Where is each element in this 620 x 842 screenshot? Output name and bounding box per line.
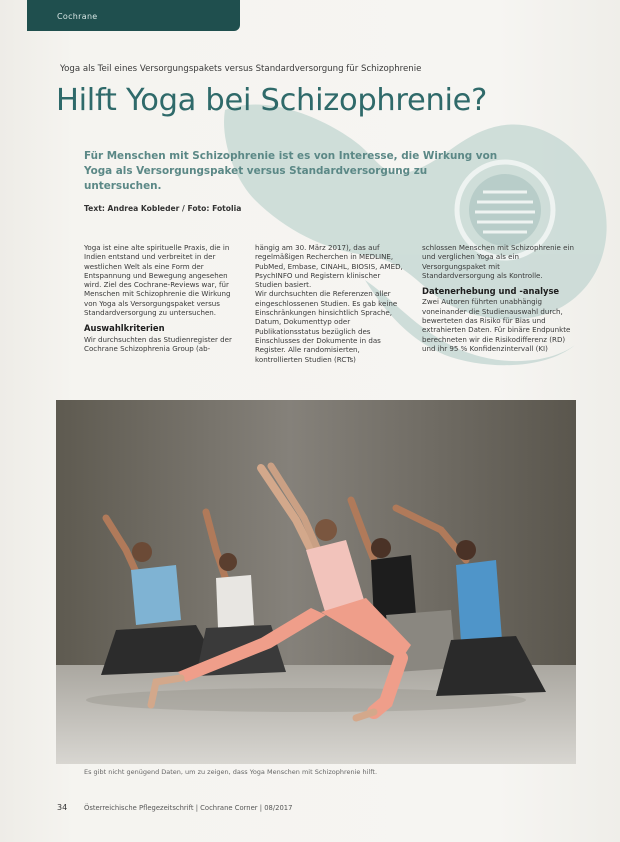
kicker-line: Yoga als Teil eines Versorgungspakets versus Standardversorgung für Schizophrenie xyxy=(60,64,422,74)
text-column-3 xyxy=(422,243,574,353)
subheading-datenerhebung: Datenerhebung und -analyse xyxy=(422,286,560,297)
section-tab xyxy=(27,0,240,31)
body-paragraph: Zwei Autoren führten unabhängig voneinander die Studienauswahl durch, bewerteten das Risiko für Bias und extrahierten Daten. Für binäre Endpunkte berechneten wir die Risikodifferenz (RD) und ihr 95 % Konfidenzintervall (KI) xyxy=(422,297,571,353)
author-credit: Text: Andrea Kobleder / Foto: Fotolia xyxy=(84,204,242,213)
body-paragraph: Wir durchsuchten das Studienregister der Cochrane Schizophrenia Group (ab- xyxy=(84,334,232,353)
text-column-1 xyxy=(84,243,236,353)
text-column-2 xyxy=(255,243,407,364)
body-paragraph: Yoga ist eine alte spirituelle Praxis, die in Indien entstand und verbreitet in der westlichen Welt als eine Form der Entspannung und Bewegung angesehen wird. Ziel des Cochrane-Reviews war, für Menschen mit Schizophrenie die Wirkung von Yoga als Versorgungspaket versus Standardversorgung zu untersuchen. xyxy=(84,243,231,318)
page-number: 34 xyxy=(57,803,68,812)
section-label: Cochrane xyxy=(57,12,98,21)
body-paragraph: Wir durchsuchten die Referenzen aller eingeschlossenen Studien. Es gab keine Einschränkungen hinsichtlich Sprache, Datum, Dokumenttyp oder Publikationsstatus bezüglich des Einschlusses der Dokumente in das Register. Alle randomisierten, kontrollierten Studien (RCTs) xyxy=(255,289,398,364)
footer-publication: Österreichische Pflegezeitschrift | Cochrane Corner | 08/2017 xyxy=(84,804,293,812)
yoga-class-photo xyxy=(56,400,576,764)
yoga-photo-illustration xyxy=(56,400,576,764)
body-paragraph: schlossen Menschen mit Schizophrenie ein und verglichen Yoga als ein Versorgungspaket mit Standardversorgung als Kontrolle. xyxy=(422,243,574,280)
page-title: Hilft Yoga bei Schizophrenie? xyxy=(56,83,488,118)
subheading-auswahlkriterien: Auswahlkriterien xyxy=(84,323,165,334)
body-paragraph: hängig am 30. März 2017), das auf regelmäßigen Recherchen in MEDLINE, PubMed, Embase, CINAHL, BIOSIS, AMED, PsychINFO und Registern klinischer Studien basiert. xyxy=(255,243,403,290)
photo-caption: Es gibt nicht genügend Daten, um zu zeigen, dass Yoga Menschen mit Schizophrenie hilft. xyxy=(84,768,378,776)
lead-paragraph: Für Menschen mit Schizophrenie ist es von Interesse, die Wirkung von Yoga als Versorgungspaket versus Standardversorgung zu untersuchen. xyxy=(84,150,498,192)
